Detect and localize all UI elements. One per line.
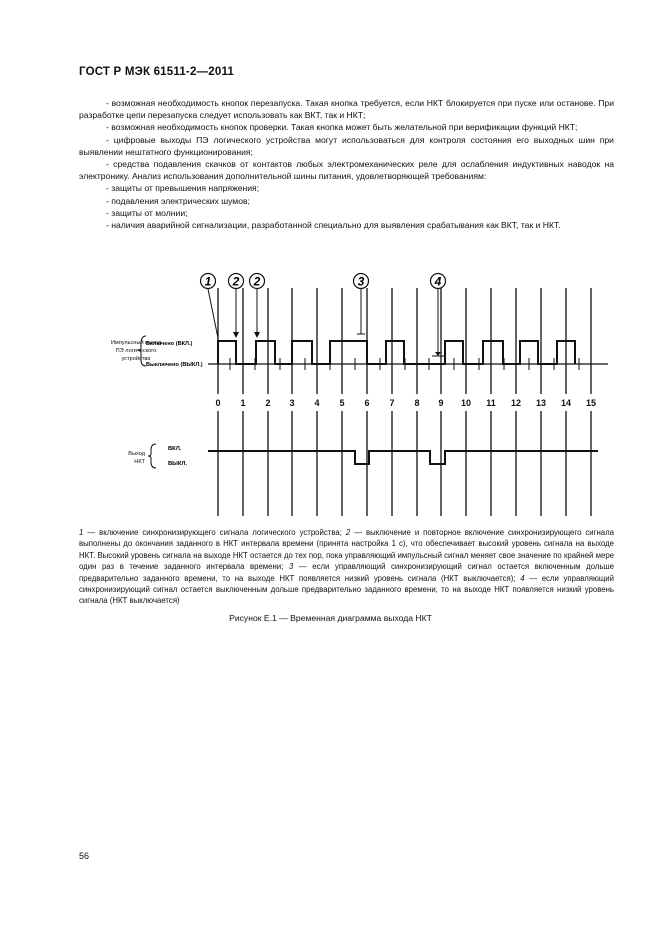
paragraph: - возможная необходимость кнопок проверки. Такая кнопка может быть желательной при верификации функций НКТ; — [106, 122, 578, 133]
page-header: ГОСТ Р МЭК 61511-2—2011 — [79, 66, 235, 78]
svg-text:14: 14 — [560, 398, 572, 408]
svg-text:Выход: Выход — [128, 451, 145, 457]
svg-text:13: 13 — [535, 398, 547, 408]
callout-3 — [354, 274, 369, 335]
svg-text:устройства: устройства — [121, 356, 151, 362]
svg-text:3: 3 — [289, 398, 295, 408]
svg-text:2: 2 — [253, 274, 261, 289]
paragraph: - наличия аварийной сигнализации, разработанной специально для выявления срабатывания как ВКТ, так и НКТ. — [106, 220, 561, 231]
svg-text:1: 1 — [240, 398, 246, 408]
figure-caption: 1 — включение синхронизирующего сигнала логического устройства; 2 — выключение и повторное включение синхронизирующего сигнала выполнены до окончания заданного в НКТ интервала времени (принята настройка 1 с), что обеспечивает высокий уровень сигнала на выходе НКТ. Высокий уровень сигнала на выходе НКТ остается до тех пор, пока управляющий импульсный сигнал меняет свое значение по крайней мере один раз в течение заданного интервала времени; 3 — если управляющий синхронизирующий сигнал остается включенным дольше предварительно заданного времени, то на выходе НКТ появляется низкий уровень сигнала (НКТ выключается); 4 — если управляющий синхронизирующий сигнал остается выключенным дольше предварительно заданного времени, то на выходе НКТ появляется низкий уровень сигнала (НКТ выключается) — [79, 528, 615, 606]
svg-text:4: 4 — [314, 398, 320, 408]
svg-text:Импульсный выход: Импульсный выход — [110, 340, 162, 346]
svg-text:5: 5 — [339, 398, 345, 408]
paragraph: - защиты от молнии; — [106, 207, 188, 218]
callout-4 — [431, 274, 446, 357]
paragraph: - подавления электрических шумов; — [106, 195, 250, 206]
state-on-label: Включено (ВКЛ.) — [146, 341, 193, 347]
paragraph: - средства подавления скачков от контактов любых электромеханических реле для ослабления индуктивных наводок на электронику. Анализ использования дополнительной шины питания, удовлетворяющей требованиям: — [79, 159, 614, 182]
page-number: 56 — [79, 851, 90, 861]
svg-text:2: 2 — [232, 274, 240, 289]
nkt-output-signal — [208, 451, 598, 464]
svg-text:НКТ: НКТ — [134, 459, 145, 465]
paragraph: - цифровые выходы ПЭ логического устройства могут использоваться для контроля состояния его выходных шин при выявлении нештатного функционирования; — [79, 134, 614, 157]
timing-diagram-svg — [60, 268, 620, 520]
svg-text:3: 3 — [357, 274, 365, 289]
svg-text:2: 2 — [265, 398, 271, 408]
figure-title: Рисунок Е.1 — Временная диаграмма выхода НКТ — [229, 613, 432, 623]
nkt-output-label — [128, 451, 145, 465]
svg-text:7: 7 — [389, 398, 395, 408]
state-off-label: Выключено (ВЫКЛ.) — [146, 362, 203, 368]
callout-1 — [201, 274, 219, 339]
svg-text:12: 12 — [510, 398, 522, 408]
svg-text:10: 10 — [460, 398, 472, 408]
bottom-on-label: ВКЛ. — [168, 446, 182, 452]
callout-2a — [229, 274, 244, 339]
svg-text:0: 0 — [215, 398, 221, 408]
svg-text:9: 9 — [438, 398, 444, 408]
svg-text:4: 4 — [434, 274, 442, 289]
paragraph: - защиты от превышения напряжения; — [106, 183, 260, 194]
pulse-signal — [218, 341, 575, 364]
svg-text:1: 1 — [204, 274, 212, 289]
svg-text:11: 11 — [486, 398, 496, 408]
svg-text:6: 6 — [364, 398, 370, 408]
body-text — [79, 97, 614, 231]
svg-text:15: 15 — [585, 398, 597, 408]
svg-text:8: 8 — [414, 398, 420, 408]
timing-diagram — [60, 268, 620, 525]
bottom-off-label: ВЫКЛ. — [168, 461, 188, 467]
paragraph: - возможная необходимость кнопок перезапуска. Такая кнопка требуется, если НКТ блокируется при пуске или останове. При разработке цепи перезапуска следует использовать как ВКТ, так и НКТ; — [79, 98, 614, 121]
svg-text:ПЭ логического: ПЭ логического — [115, 348, 157, 354]
brace — [148, 444, 156, 468]
callout-2b — [250, 274, 265, 339]
